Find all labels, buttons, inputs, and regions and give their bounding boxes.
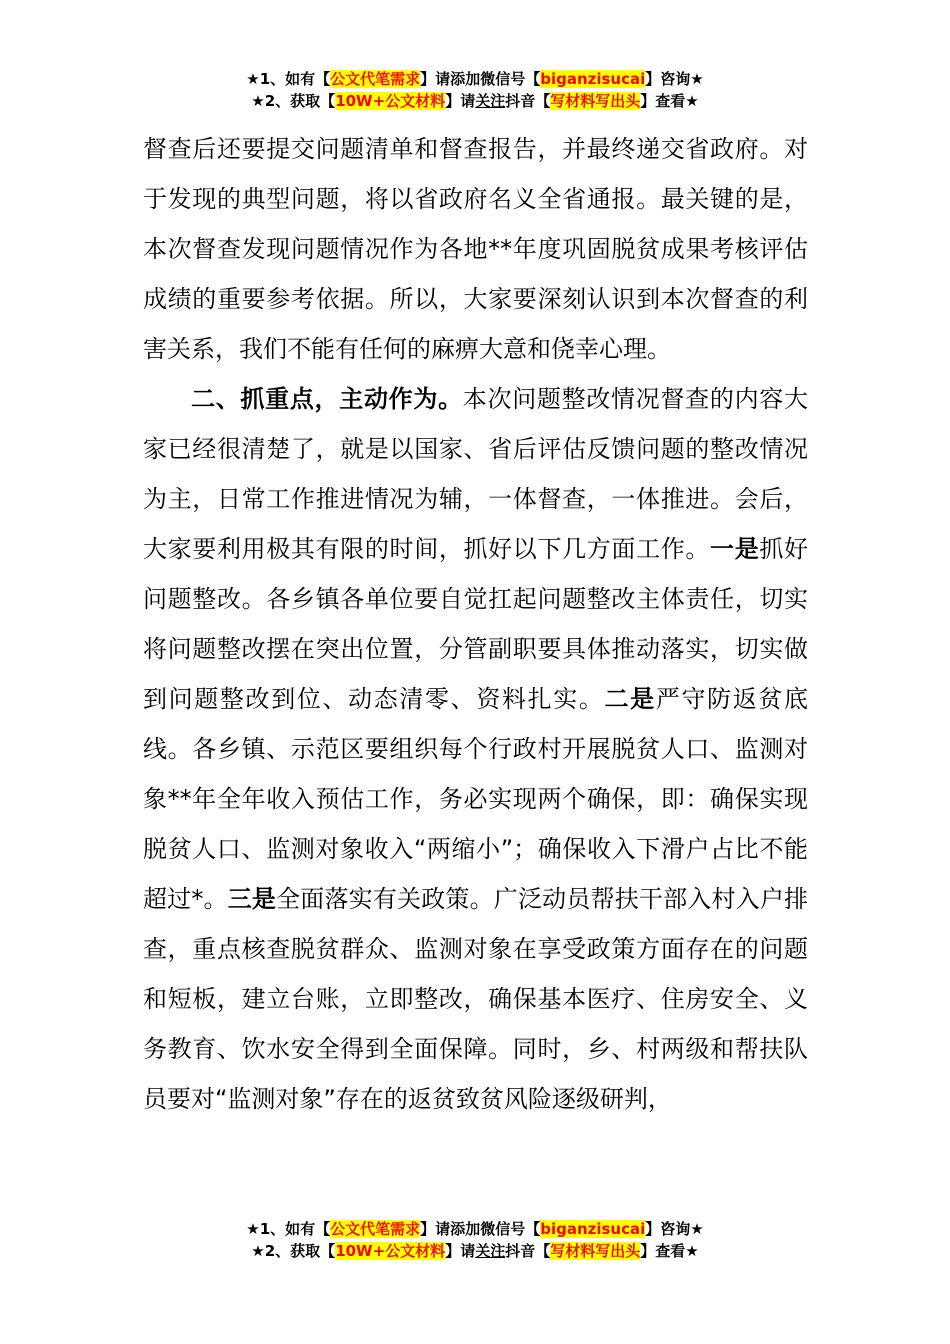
banner-text: 】查看★	[640, 92, 699, 110]
banner-text: 】咨询★	[645, 70, 704, 88]
paragraph-text: 全面落实有关政策。广泛动员帮扶干部入村入户排查，重点核查脱贫群众、监测对象在享受政策方面存在的问题和短板，建立台账，立即整改，确保基本医疗、住房安全、义务教育、饮水安全得到全面保障。同时，乡、村两级和帮扶队员要对“监测对象”存在的返贫致贫风险逐级研判，	[143, 885, 809, 1113]
keyword: 二是	[604, 685, 656, 713]
banner-text: 】请	[445, 92, 476, 110]
banner-text: ★1、如有【	[246, 70, 331, 88]
banner-text: 】咨询★	[645, 1220, 704, 1238]
banner-text: 】请	[445, 1242, 476, 1260]
keyword: 一是	[710, 535, 760, 563]
banner-text: ★2、获取【	[251, 1242, 336, 1260]
banner-highlight: 写材料写出头	[550, 92, 641, 110]
banner-text: ★1、如有【	[246, 1220, 331, 1238]
paragraph-text: 抓好问题整改。各乡镇各单位要自觉扛起问题整改主体责任，切实将问题整改摆在突出位置，分管副职要具体推动落实，切实做到问题整改到位、动态清零、资料扎实。	[143, 535, 809, 713]
banner-text: 关注	[475, 1242, 506, 1260]
header-banner	[0, 68, 950, 112]
banner-text: 加	[465, 1220, 481, 1238]
banner-text: 】查看★	[640, 1242, 699, 1260]
banner-line-2	[0, 90, 950, 112]
paragraph-1: 督查后还要提交问题清单和督查报告，并最终递交省政府。对于发现的典型问题，将以省政府名义全省通报。最关键的是，本次督查发现问题情况作为各地**年度巩固脱贫成果考核评估成绩的重要参考依据。所以，大家要深刻认识到本次督查的利害关系，我们不能有任何的麻痹大意和侥幸心理。	[143, 135, 808, 363]
banner-highlight: 写材料写出头	[550, 1242, 641, 1260]
paragraph-text: 本次问题整改情况督查的内容大家已经很清楚了，就是以国家、省后评估反馈问题的整改情况为主，日常工作推进情况为辅，一体督查，一体推进。会后，大家要利用极其有限的时间，抓好以下几方面工作。	[143, 385, 809, 563]
banner-highlight: 公文代笔需求	[330, 70, 421, 88]
banner-text: ★2、获取【	[251, 92, 336, 110]
banner-text: 关注	[475, 92, 506, 110]
document-body	[143, 124, 808, 1124]
banner-line-1	[0, 68, 950, 90]
section-heading: 二、抓重点，主动作为。	[191, 385, 463, 413]
banner-text: 微信号【	[480, 1220, 541, 1238]
banner-text: 微信号【	[480, 70, 541, 88]
banner-highlight: biganzisucai	[540, 70, 646, 88]
banner-line-2	[0, 1240, 950, 1262]
banner-text: 】请添	[420, 1220, 466, 1238]
banner-highlight: 10W+公文材料	[335, 1242, 446, 1260]
paragraph-2	[143, 374, 808, 1124]
footer-banner	[0, 1218, 950, 1262]
banner-highlight: biganzisucai	[540, 1220, 646, 1238]
banner-text: 】请添	[420, 70, 466, 88]
banner-highlight: 公文代笔需求	[330, 1220, 421, 1238]
banner-text: 抖音【	[505, 92, 551, 110]
banner-highlight: 10W+公文材料	[335, 92, 446, 110]
banner-text: 抖音【	[505, 1242, 551, 1260]
paragraph-text: 严守防返贫底线。各乡镇、示范区要组织每个行政村开展脱贫人口、监测对象**年全年收入预估工作，务必实现两个确保，即：确保实现脱贫人口、监测对象收入“两缩小”；确保收入下滑户占比不能超过*。	[143, 685, 809, 913]
banner-line-1	[0, 1218, 950, 1240]
keyword: 三是	[227, 885, 277, 913]
banner-text: 加	[465, 70, 481, 88]
